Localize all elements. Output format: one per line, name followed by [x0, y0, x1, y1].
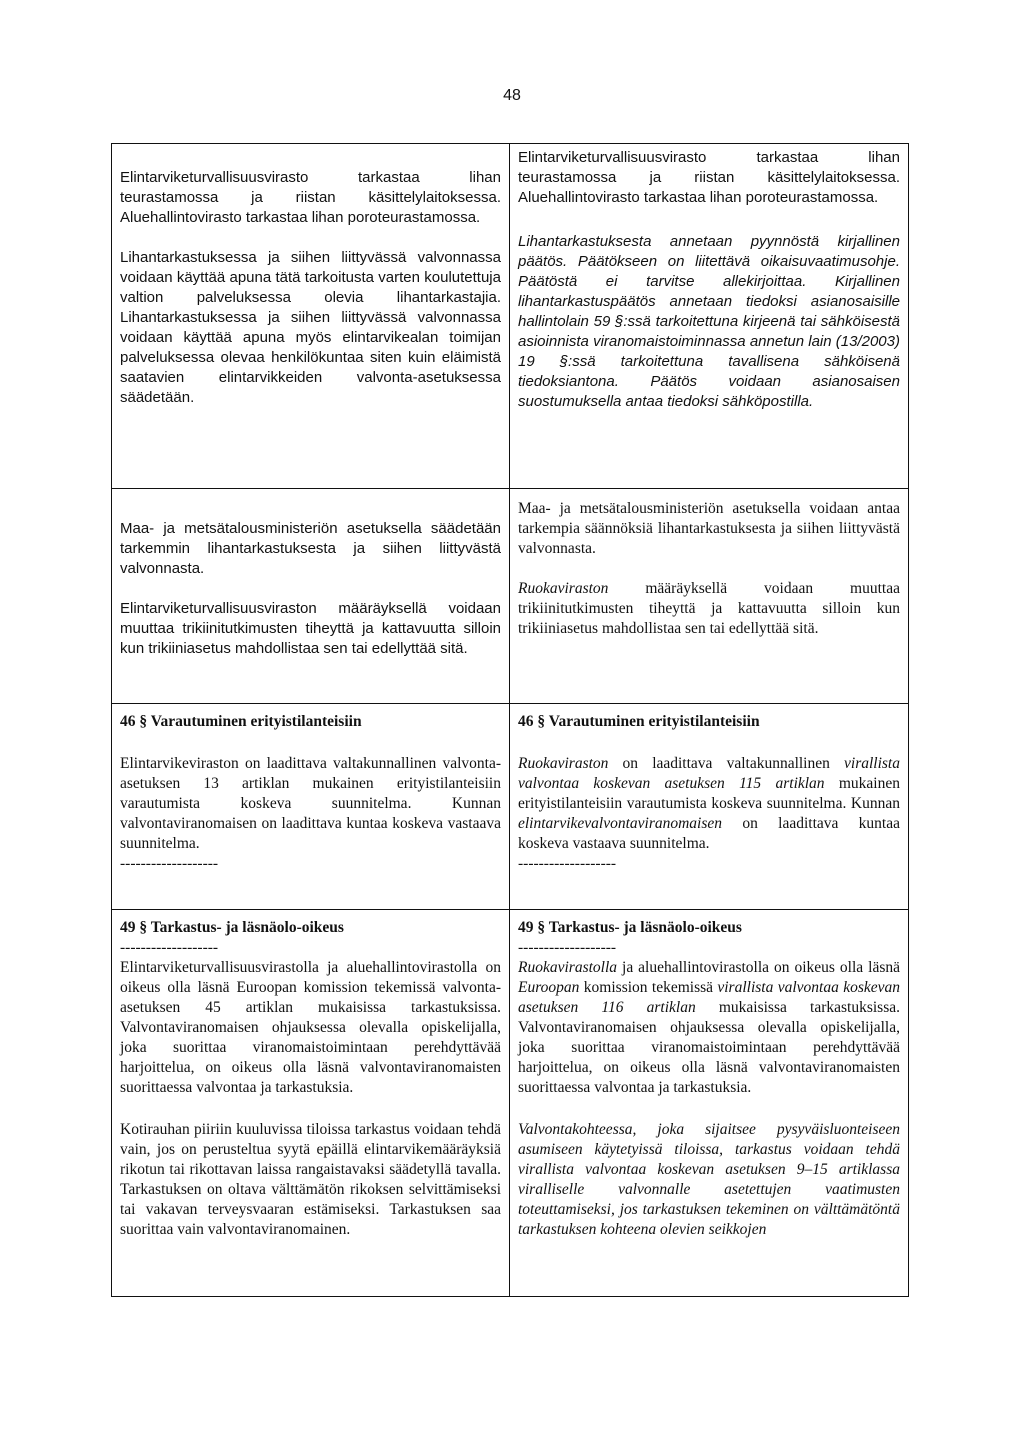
comparison-table	[111, 143, 909, 1297]
omission-dashes: -------------------	[120, 939, 219, 956]
omission-dashes: -------------------	[120, 855, 219, 872]
text: on laadittava kuntaa koskeva vastaava suunnitelma.	[518, 815, 900, 852]
table-row	[112, 910, 909, 1297]
omission-dashes: -------------------	[518, 939, 617, 956]
text: mukainen erityistilanteisiin varautumista koskeva suunnitelma. Kunnan	[518, 775, 900, 812]
paragraph: Elintarvikeviraston on laadittava valtakunnallinen valvonta-asetuksen 13 artiklan mukainen erityistilanteisiin varautumista koskeva suunnitelma. Kunnan valvontaviranomaisen on laadittava kuntaa koskeva vastaava suunnitelma.	[120, 755, 501, 852]
table-cell-proposal	[510, 704, 909, 910]
text-italic: Ruokavirastolla	[518, 959, 618, 976]
section-heading: 49 § Tarkastus- ja läsnäolo-oikeus	[120, 919, 344, 936]
text: mukaisissa tarkastuksissa. Valvontaviranomaisen ohjauksessa olevalla opiskelijalla, joka suorittaa viranomaistoimintaan perehdyttävää harjoittelua, on oikeus olla läsnä valvontaviranomaisten suorittaessa valvontaa ja tarkastuksia.	[518, 999, 900, 1096]
text: ja aluehallintovirastolla on oikeus olla läsnä	[617, 959, 900, 976]
table-cell-proposal	[510, 910, 909, 1297]
section-heading: 49 § Tarkastus- ja läsnäolo-oikeus	[518, 919, 742, 936]
text-italic: virallista valvontaa koskevan asetuksen 116 artiklan	[518, 979, 900, 1016]
paragraph: Elintarviketurvallisuusvirastolla ja aluehallintovirastolla on oikeus olla läsnä Euroopan komission tekemissä valvonta-asetuksen 45 artiklan mukaisissa tarkastuksissa. Valvontaviranomaisen ohjauksessa olevalla opiskelijalla, joka suorittaa viranomaistoimintaan perehdyttävää harjoittelua, on oikeus olla läsnä valvontaviranomaisten suorittaessa valvontaa ja tarkastuksia.	[120, 959, 501, 1096]
table-cell-current-law	[112, 704, 510, 910]
paragraph: Elintarviketurvallisuusviraston määräyksellä voidaan muuttaa trikiinitutkimusten tiheyttä ja kattavuutta silloin kun trikiiniasetus mahdollistaa sen tai edellyttää sitä.	[120, 600, 501, 657]
omission-dashes: -------------------	[518, 855, 617, 872]
table-cell-proposal	[510, 144, 909, 489]
text-italic: Ruokaviraston	[518, 580, 609, 597]
paragraph: Lihantarkastuksessa ja siihen liittyvässä valvonnassa voidaan käyttää apuna tätä tarkoitusta varten koulutettuja valtion palveluksessa olevia lihantarkastajia. Lihantarkastuksessa ja siihen liittyvässä valvonnassa voidaan käyttää apuna myös elintarvikealan toimijan palveluksessa olevaa henkilökuntaa siten kuin eläimistä saatavien elintarvikkeiden valvonta-asetuksessa säädetään.	[120, 249, 501, 406]
table-cell-proposal	[510, 489, 909, 704]
text-italic: Ruokaviraston	[518, 755, 609, 772]
page-number: 48	[503, 87, 521, 104]
text: määräyksellä voidaan muuttaa trikiinitutkimusten tiheyttä ja kattavuutta silloin kun trikiiniasetus mahdollistaa sen tai edellyttää sitä.	[518, 580, 900, 637]
text-italic: Euroopan	[518, 979, 580, 996]
table-cell-current-law	[112, 910, 510, 1297]
table-row	[112, 144, 909, 489]
table-cell-current-law	[112, 489, 510, 704]
text: komission tekemissä	[579, 979, 718, 996]
paragraph	[518, 579, 900, 639]
text-italic: elintarvikevalvontaviranomaisen	[518, 815, 723, 832]
paragraph: Lihantarkastuksesta annetaan pyynnöstä kirjallinen päätös. Päätökseen on liitettävä oikaisuvaatimusohje. Päätöstä ei tarvitse allekirjoittaa. Kirjallinen lihantarkastuspäätös annetaan tiedoksi asianosaisille hallintolain 59 §:ssä tarkoitettuna kirjeenä tai sähköisestä asioinnista viranomaistoiminnassa annetun lain (13/2003) 19 §:ssä tarkoitettuna tavallisena sähköisenä tiedoksiantona. Päätös voidaan asianosaisen suostumuksella antaa tiedoksi sähköpostilla.	[518, 233, 900, 410]
paragraph: Elintarviketurvallisuusvirasto tarkastaa lihan teurastamossa ja riistan käsittelylaitoksessa. Aluehallintovirasto tarkastaa lihan poroteurastamossa.	[518, 149, 900, 206]
table-cell-current-law	[112, 144, 510, 489]
text: on laadittava valtakunnallinen	[608, 755, 845, 772]
paragraph	[518, 754, 900, 854]
paragraph: Valvontakohteessa, joka sijaitsee pysyväisluonteiseen asumiseen käytetyissä tiloissa, tarkastus voidaan tehdä virallista valvontaa koskevan asetuksen 9–15 artiklassa viralliselle valvonnalle asetettujen vaatimusten toteuttamiseksi, jos tarkastuksen tekeminen on välttämätöntä tarkastuksen kohteena olevien seikkojen	[518, 1121, 900, 1238]
paragraph: Kotirauhan piiriin kuuluvissa tiloissa tarkastus voidaan tehdä vain, jos on perusteltua syytä epäillä elintarvikemääräyksiä rikotun tai rikottavan laissa rangaistavaksi säädetyllä tavalla. Tarkastuksen on oltava välttämätön rikoksen selvittämiseksi tai vakavan terveysvaaran estämiseksi. Tarkastuksen saa suorittaa vain valvontaviranomainen.	[120, 1121, 501, 1238]
section-heading: 46 § Varautuminen erityistilanteisiin	[120, 713, 362, 730]
paragraph: Elintarviketurvallisuusvirasto tarkastaa lihan teurastamossa ja riistan käsittelylaitoksessa. Aluehallintovirasto tarkastaa lihan poroteurastamossa.	[120, 169, 501, 226]
section-heading: 46 § Varautuminen erityistilanteisiin	[518, 713, 760, 730]
table-row	[112, 489, 909, 704]
table-row	[112, 704, 909, 910]
paragraph	[518, 958, 900, 1098]
text-italic: virallista valvontaa koskevan asetuksen 115 artiklan	[518, 755, 900, 792]
paragraph: Maa- ja metsätalousministeriön asetuksella voidaan antaa tarkempia säännöksiä lihantarkastuksesta ja siihen liittyvästä valvonnasta.	[518, 500, 900, 557]
paragraph: Maa- ja metsätalousministeriön asetuksella säädetään tarkemmin lihantarkastuksesta ja siihen liittyvästä valvonnasta.	[120, 520, 501, 577]
